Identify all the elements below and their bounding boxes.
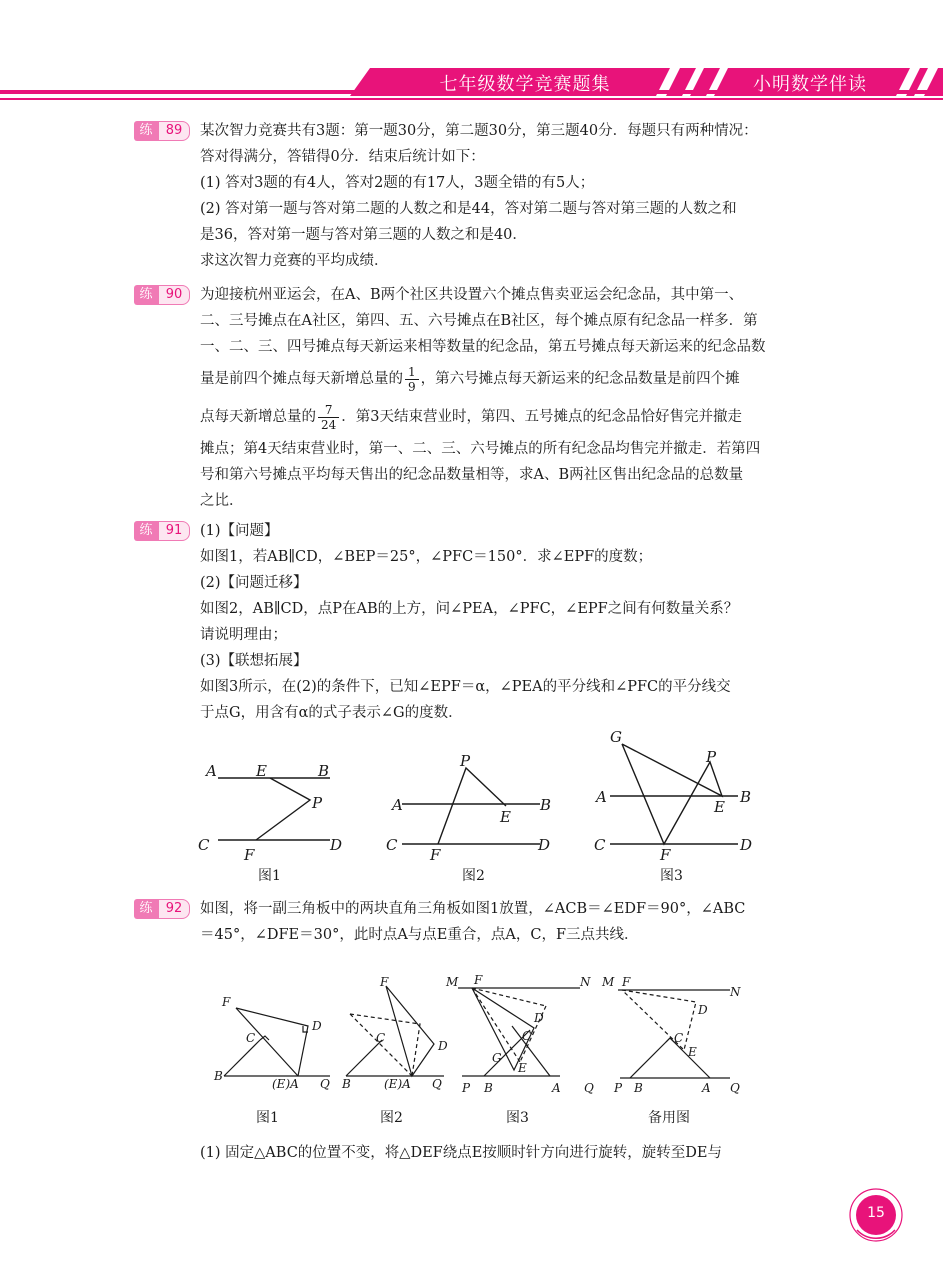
- text-line: (2)【问题迁移】: [200, 575, 308, 591]
- point-label: C: [376, 1031, 386, 1045]
- exercise-91: [139, 518, 840, 726]
- point-label: Q: [584, 1081, 594, 1095]
- point-label: C: [594, 836, 606, 854]
- point-label: D: [330, 836, 343, 854]
- point-label: N: [580, 975, 591, 989]
- point-label: (E)A: [384, 1077, 411, 1091]
- figure-caption: 备用图: [648, 1110, 690, 1126]
- text-line: (1)【问题】: [200, 523, 279, 539]
- point-label: A: [552, 1081, 561, 1095]
- text-line: 号和第六号摊点平均每天售出的纪念品数量相等，求A、B两社区售出纪念品的总数量: [200, 467, 744, 483]
- figure-caption: 图1: [258, 868, 281, 884]
- point-label: F: [222, 995, 231, 1009]
- point-label: C: [522, 1029, 532, 1043]
- exercise-tag: 练 92: [134, 899, 192, 919]
- point-label: G: [492, 1051, 502, 1065]
- exercise-89: [139, 118, 840, 274]
- exercise-tag: 练 89: [134, 121, 192, 141]
- header-rule-thin: [0, 98, 943, 100]
- point-label: Q: [432, 1077, 442, 1091]
- point-label: P: [312, 794, 323, 812]
- point-label: F: [622, 975, 631, 989]
- point-label: E: [688, 1045, 697, 1059]
- series-label: 小明数学伴读: [753, 74, 867, 95]
- figure-92: [200, 966, 760, 1132]
- point-label: E: [518, 1061, 527, 1075]
- point-label: P: [614, 1081, 623, 1095]
- point-label: G: [610, 728, 622, 746]
- text-line: 如图，将一副三角板中的两块直角三角板如图1放置，∠ACB＝∠EDF＝90°，∠ABC: [200, 901, 746, 917]
- point-label: E: [714, 798, 725, 816]
- text-line: ＝45°，∠DFE＝30°，此时点A与点E重合，点A，C，F三点共线．: [200, 927, 639, 943]
- point-label: D: [538, 836, 551, 854]
- text-line: 量是前四个摊点每天新增总量的 $\frac{1}{9}$ ，第六号摊点每天新运来的纪念品数量是前四个摊: [200, 364, 740, 394]
- point-label: Q: [730, 1081, 740, 1095]
- text-line: 如图3所示，在(2)的条件下，已知∠EPF＝α，∠PEA的平分线和∠PFC的平分线交: [200, 679, 731, 695]
- figure-caption: 图3: [660, 868, 683, 884]
- point-label: D: [534, 1011, 544, 1025]
- point-label: B: [318, 762, 330, 780]
- page-number: 15: [867, 1205, 885, 1221]
- point-label: C: [198, 836, 210, 854]
- point-label: B: [540, 796, 552, 814]
- exercise-92-part1: [200, 1140, 840, 1166]
- figure-91: [190, 722, 770, 890]
- point-label: B: [634, 1081, 643, 1095]
- exercise-92: [139, 896, 840, 948]
- point-label: A: [392, 796, 403, 814]
- point-label: M: [602, 975, 615, 989]
- text-line: (2) 答对第一题与答对第二题的人数之和是44，答对第二题与答对第三题的人数之和: [200, 201, 737, 217]
- fraction: $\frac{7}{24}$: [318, 403, 339, 432]
- point-label: D: [438, 1039, 448, 1053]
- point-label: P: [460, 752, 471, 770]
- figure-91-2: [402, 768, 540, 844]
- text-line: 求这次智力竞赛的平均成绩．: [200, 253, 389, 269]
- text-line: 一、二、三、四号摊点每天新运来相等数量的纪念品，第五号摊点每天新运来的纪念品数: [200, 339, 766, 355]
- point-label: F: [660, 846, 671, 864]
- text-line: 请说明理由；: [200, 627, 287, 643]
- point-label: A: [702, 1081, 711, 1095]
- point-label: D: [312, 1019, 322, 1033]
- point-label: E: [256, 762, 267, 780]
- point-label: B: [740, 788, 752, 806]
- point-label: C: [674, 1031, 684, 1045]
- point-label: E: [500, 808, 511, 826]
- text-line: 摊点；第4天结束营业时，第一、二、三、六号摊点的所有纪念品均售完并撤走．若第四: [200, 441, 761, 457]
- point-label: F: [244, 846, 255, 864]
- text-line: 如图1，若AB∥CD，∠BEP＝25°，∠PFC＝150°．求∠EPF的度数；: [200, 549, 653, 565]
- point-label: C: [386, 836, 398, 854]
- figure-caption: 图2: [380, 1110, 403, 1126]
- text-line: (1) 固定△ABC的位置不变，将△DEF绕点E按顺时针方向进行旋转，旋转至DE与: [200, 1145, 723, 1161]
- exercise-tag: 练 90: [134, 285, 192, 305]
- point-label: B: [342, 1077, 351, 1091]
- figure-caption: 图3: [506, 1110, 529, 1126]
- text-line: 某次智力竞赛共有3题：第一题30分，第二题30分，第三题40分．每题只有两种情况：: [200, 123, 758, 139]
- point-label: Q: [320, 1077, 330, 1091]
- point-label: F: [380, 975, 389, 989]
- text-line: 点每天新增总量的 $\frac{7}{24}$ ．第3天结束营业时，第四、五号摊点的纪念品恰好售完并撤走: [200, 402, 743, 432]
- point-label: A: [206, 762, 217, 780]
- point-label: N: [730, 985, 741, 999]
- text-line: 为迎接杭州亚运会，在A、B两个社区共设置六个摊点售卖亚运会纪念品，其中第一、: [200, 287, 744, 303]
- text-line: 二、三号摊点在A社区，第四、五、六号摊点在B社区，每个摊点原有纪念品一样多．第: [200, 313, 758, 329]
- exercise-tag: 练 91: [134, 521, 192, 541]
- text-line: 是36，答对第一题与答对第三题的人数之和是40．: [200, 227, 527, 243]
- point-label: F: [430, 846, 441, 864]
- point-label: (E)A: [272, 1077, 299, 1091]
- figure-92-2: [346, 986, 444, 1076]
- point-label: M: [446, 975, 459, 989]
- point-label: D: [740, 836, 753, 854]
- point-label: A: [596, 788, 607, 806]
- text-line: 于点G，用含有α的式子表示∠G的度数．: [200, 705, 463, 721]
- point-label: F: [474, 973, 483, 987]
- figure-caption: 图2: [462, 868, 485, 884]
- text-line: 如图2，AB∥CD，点P在AB的上方，问∠PEA，∠PFC，∠EPF之间有何数量关系？: [200, 601, 739, 617]
- point-label: P: [462, 1081, 471, 1095]
- book-title: 七年级数学竞赛题集: [439, 74, 611, 95]
- figure-91-3: [610, 744, 738, 844]
- text-line: 答对得满分，答错得0分．结束后统计如下：: [200, 149, 485, 165]
- text-line: (1) 答对3题的有4人，答对2题的有17人，3题全错的有5人；: [200, 175, 595, 191]
- point-label: B: [484, 1081, 493, 1095]
- exercise-90: [139, 282, 840, 514]
- point-label: C: [246, 1031, 256, 1045]
- figure-caption: 图1: [256, 1110, 279, 1126]
- text-line: (3)【联想拓展】: [200, 653, 308, 669]
- point-label: D: [698, 1003, 708, 1017]
- text-line: 之比．: [200, 493, 244, 509]
- point-label: B: [214, 1069, 223, 1083]
- fraction: $\frac{1}{9}$: [405, 365, 419, 394]
- point-label: P: [706, 748, 717, 766]
